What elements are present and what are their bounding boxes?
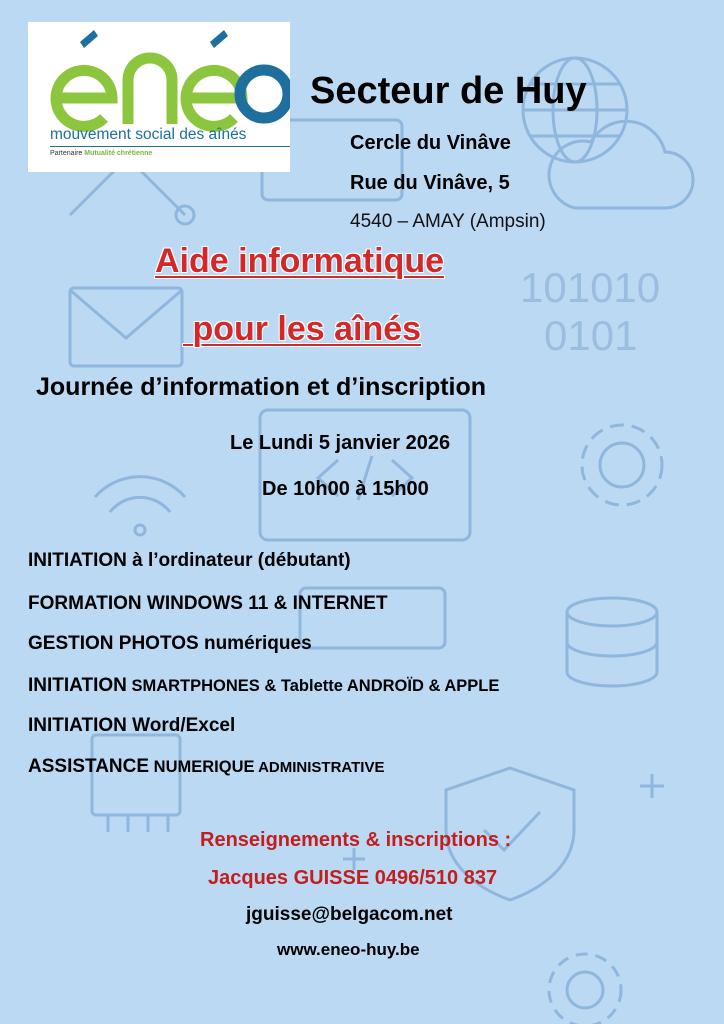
envelope-icon — [70, 288, 182, 366]
topic-rest: NUMERIQUE — [149, 758, 255, 776]
topic-small: SMARTPHONES & Tablette ANDROÏD & APPLE — [126, 677, 500, 695]
binary-line-2: 0101 — [544, 312, 638, 359]
topic-item — [28, 675, 499, 697]
contact-website[interactable]: www.eneo-huy.be — [277, 940, 420, 959]
event-subtitle: Journée d’information et d’inscription — [36, 373, 487, 401]
contact-heading: Renseignements & inscriptions : — [200, 829, 512, 851]
event-date: Le Lundi 5 janvier 2026 — [230, 432, 451, 454]
venue-city: 4540 – AMAY (Ampsin) — [350, 211, 546, 232]
sector-title: Secteur de Huy — [310, 70, 587, 112]
topic-item — [28, 593, 388, 615]
topic-small: ADMINISTRATIVE — [254, 759, 385, 776]
topic-item — [28, 633, 312, 655]
wifi-icon — [95, 477, 185, 535]
topic-item — [28, 715, 235, 737]
binary-line-1: 101010 — [520, 264, 661, 311]
logo-partner — [50, 150, 152, 157]
topic-rest: à l’ordinateur (débutant) — [126, 550, 351, 571]
topic-rest: Word/Excel — [126, 715, 236, 736]
logo-partner-prefix: Partenaire — [50, 150, 83, 157]
gear-icon — [582, 425, 662, 505]
binary-code — [520, 264, 660, 359]
database-icon — [567, 598, 657, 686]
contact-person: Jacques GUISSE 0496/510 837 — [208, 867, 498, 889]
eneo-logo-mark — [28, 22, 290, 132]
contact-email[interactable]: jguisse@belgacom.net — [246, 904, 453, 925]
topic-item — [28, 756, 384, 778]
topic-rest: numériques — [198, 633, 312, 654]
topic-main: ASSISTANCE — [28, 756, 150, 777]
topic-main: GESTION PHOTOS — [28, 633, 199, 654]
event-time: De 10h00 à 15h00 — [262, 478, 429, 500]
topic-main: INITIATION — [28, 675, 127, 696]
main-title-line-2: pour les aînés — [183, 310, 422, 348]
logo-divider — [50, 146, 290, 147]
venue-street: Rue du Vinâve, 5 — [350, 172, 510, 194]
venue-name: Cercle du Vinâve — [350, 132, 511, 154]
gear-icon — [549, 954, 621, 1024]
topic-main: FORMATION WINDOWS 11 & INTERNET — [28, 593, 388, 614]
logo-partner-name: Mutualité chrétienne — [84, 150, 153, 157]
plus-icon — [343, 774, 664, 870]
eneo-logo — [28, 22, 290, 172]
topic-main: INITIATION — [28, 715, 127, 736]
topic-item — [28, 550, 351, 572]
logo-tagline: mouvement social des aînés — [50, 126, 247, 143]
topic-main: INITIATION — [28, 550, 127, 571]
chip-icon — [92, 735, 180, 832]
main-title-line-1: Aide informatique — [155, 242, 445, 280]
